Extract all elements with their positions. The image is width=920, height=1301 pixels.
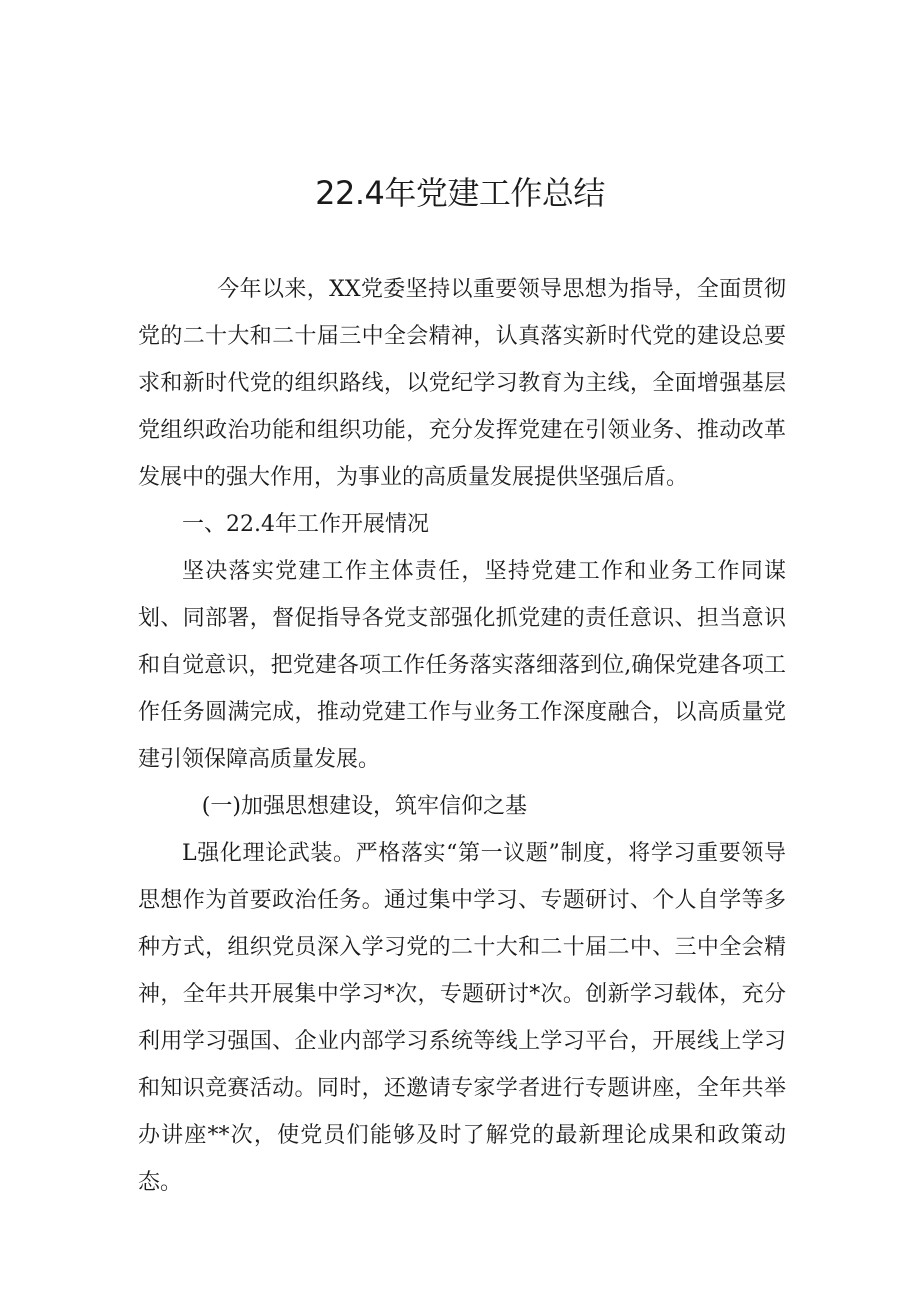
document-body	[138, 266, 786, 1206]
body-paragraph: L强化理论武装。严格落实“第一议题”制度，将学习重要领导思想作为首要政治任务。通过集中学习、专题研讨、个人自学等多种方式，组织党员深入学习党的二十大和二十届二中、三中全会精神，全年共开展集中学习*次，专题研讨*次。创新学习载体，充分利用学习强国、企业内部学习系统等线上学习平台，开展线上学习和知识竞赛活动。同时，还邀请专家学者进行专题讲座，全年共举办讲座**次，使党员们能够及时了解党的最新理论成果和政策动态。	[138, 841, 786, 1195]
document-title: 22.4年党建工作总结	[315, 174, 605, 212]
intro-paragraph: 今年以来，XX党委坚持以重要领导思想为指导，全面贯彻党的二十大和二十届三中全会精神，认真落实新时代党的建设总要求和新时代党的组织路线，以党纪学习教育为主线，全面增强基层党组织政治功能和组织功能，充分发挥党建在引领业务、推动改革发展中的强大作用，为事业的高质量发展提供坚强后盾。	[138, 277, 786, 490]
subsection-heading: (一)加强思想建设，筑牢信仰之基	[201, 794, 527, 819]
body-paragraph: 坚决落实党建工作主体责任，坚持党建工作和业务工作同谋划、同部署，督促指导各党支部强化抓党建的责任意识、担当意识和自觉意识，把党建各项工作任务落实落细落到位,确保党建各项工作任务圆满完成，推动党建工作与业务工作深度融合，以高质量党建引领保障高质量发展。	[138, 559, 786, 772]
section-heading: 一、22.4年工作开展情况	[182, 512, 429, 537]
